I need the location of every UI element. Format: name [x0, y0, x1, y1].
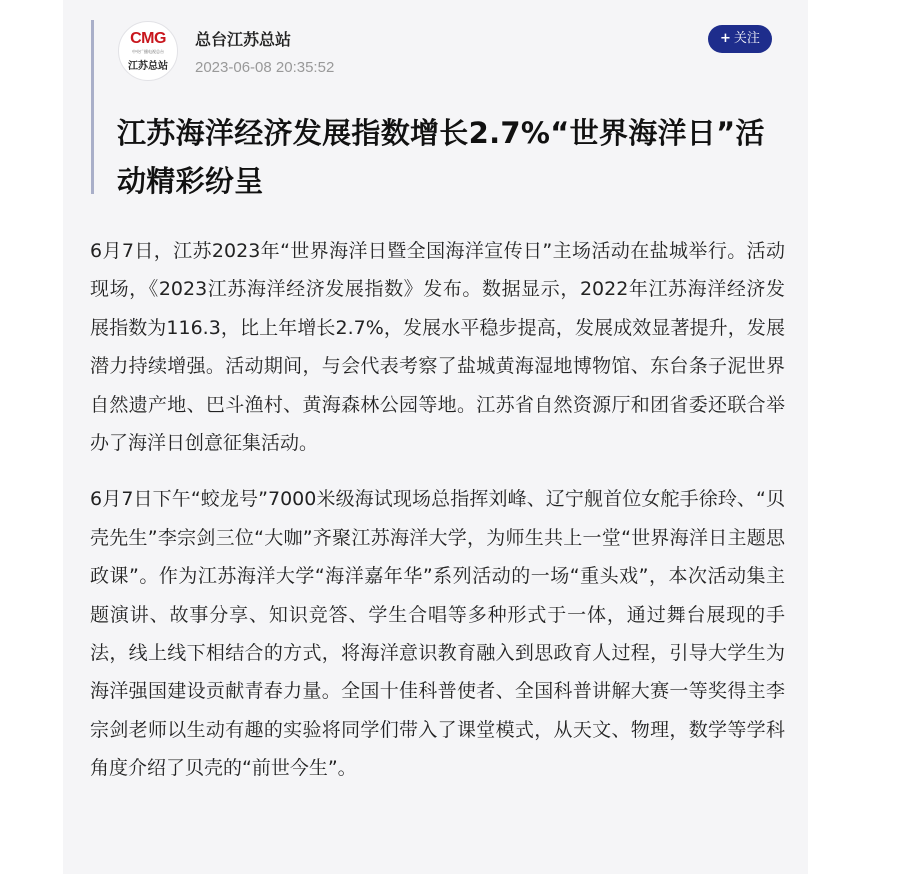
- author-avatar[interactable]: [118, 21, 178, 81]
- author-name[interactable]: 总台江苏总站: [195, 30, 292, 49]
- cmg-logo: CMG: [130, 30, 166, 47]
- follow-button[interactable]: [708, 25, 772, 53]
- article-header: [91, 20, 781, 198]
- logo-station-name: 江苏总站: [128, 61, 168, 72]
- plus-icon: +: [720, 31, 731, 46]
- article-title: 江苏海洋经济发展指数增长2.7%“世界海洋日”活动精彩纷呈: [117, 116, 765, 198]
- article-paragraph: 6月7日下午“蛟龙号”7000米级海试现场总指挥刘峰、辽宁舰首位女舵手徐玲、“贝壳先生”李宗剑三位“大咖”齐聚江苏海洋大学，为师生共上一堂“世界海洋日主题思政课”。作为江苏海洋大学“海洋嘉年华”系列活动的一场“重头戏”，本次活动集主题演讲、故事分享、知识竞答、学生合唱等多种形式于一体，通过舞台展现的手法，线上线下相结合的方式，将海洋意识教育融入到思政育人过程，引导大学生为海洋强国建设贡献青春力量。全国十佳科普使者、全国科普讲解大赛一等奖得主李宗剑老师以生动有趣的实验将同学们带入了课堂模式，从天文、物理，数学等学科角度介绍了贝壳的“前世今生”。: [90, 488, 785, 780]
- article-page: [63, 0, 808, 874]
- article-paragraph: 6月7日，江苏2023年“世界海洋日暨全国海洋宣传日”主场活动在盐城举行。活动现场，《2023江苏海洋经济发展指数》发布。数据显示，2022年江苏海洋经济发展指数为116.3，比上年增长2.7%，发展水平稳步提高，发展成效显著提升，发展潜力持续增强。活动期间，与会代表考察了盐城黄海湿地博物馆、东台条子泥世界自然遗产地、巴斗渔村、黄海森林公园等地。江苏省自然资源厅和团省委还联合举办了海洋日创意征集活动。: [90, 240, 785, 455]
- article-body: [90, 232, 785, 806]
- logo-subtext: 中央广播电视总台: [132, 49, 164, 54]
- follow-label: 关注: [733, 31, 760, 46]
- publish-timestamp: 2023-06-08 20:35:52: [195, 59, 335, 76]
